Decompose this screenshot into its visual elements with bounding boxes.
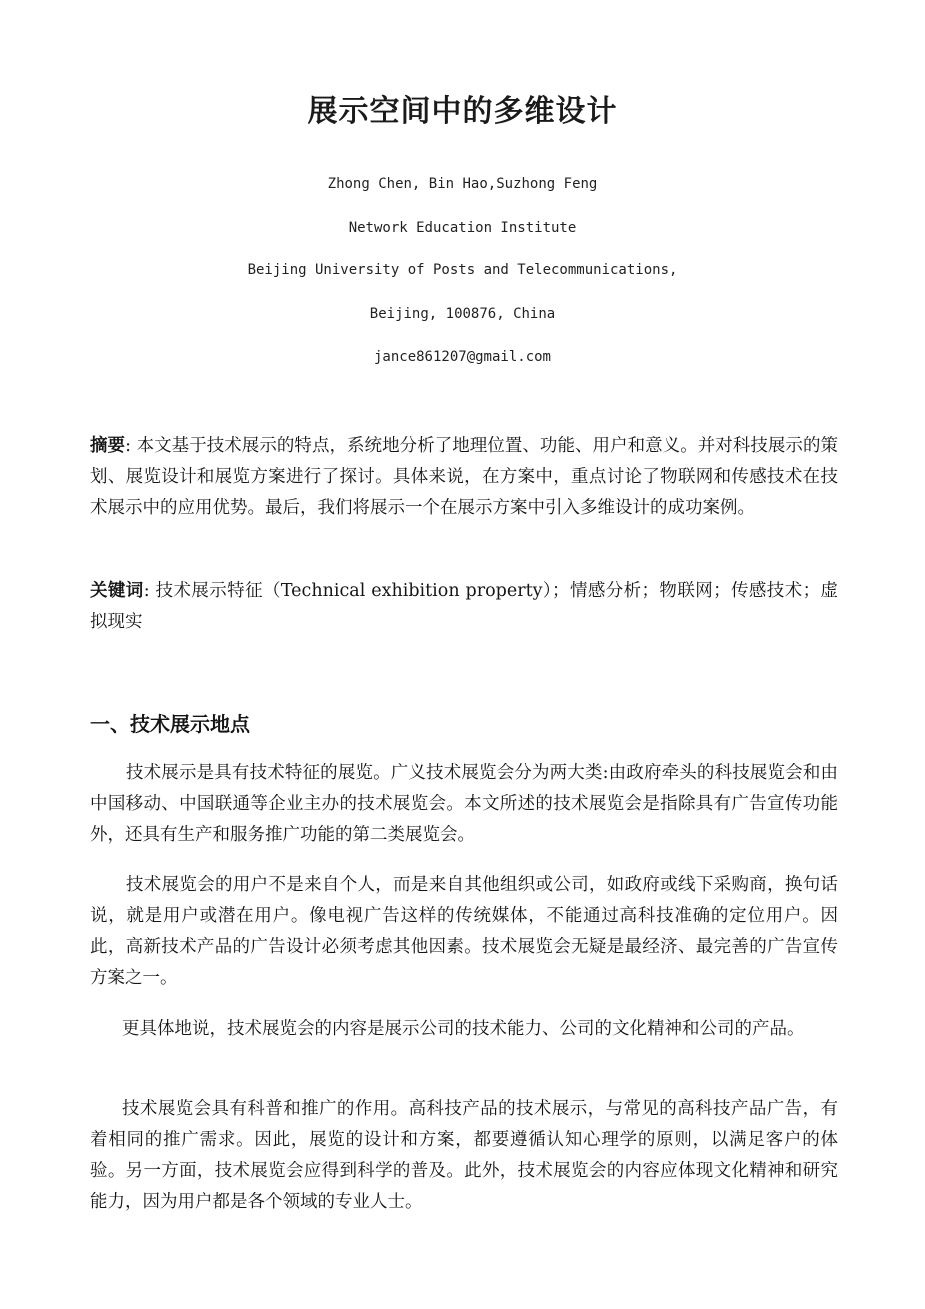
keywords-text: 技术展示特征（Technical exhibition property）；情感分析；物联网；传感技术；虚拟现实 xyxy=(90,581,839,632)
keywords-block xyxy=(90,576,838,638)
body-paragraph-2: 技术展览会的用户不是来自个人，而是来自其他组织或公司，如政府或线下采购商，换句话说，就是用户或潜在用户。像电视广告这样的传统媒体，不能通过高科技准确的定位用户。因此，高新技术产品的广告设计必须考虑其他因素。技术展览会无疑是最经济、最完善的广告宣传方案之一。 xyxy=(90,875,838,988)
paper-title: 展示空间中的多维设计 xyxy=(307,94,618,129)
section-heading: 一、技术展示地点 xyxy=(90,712,250,736)
author-email[interactable]: jance861207@gmail.com xyxy=(373,349,551,365)
abstract-block xyxy=(90,431,838,524)
body-paragraph-1: 技术展示是具有技术特征的展览。广义技术展览会分为两大类:由政府牵头的科技展览会和由中国移动、中国联通等企业主办的技术展览会。本文所述的技术展览会是指除具有广告宣传功能外，还具有生产和服务推广功能的第二类展览会。 xyxy=(90,763,838,845)
city-address: Beijing, 100876, China xyxy=(369,306,556,322)
body-paragraph-3: 更具体地说，技术展览会的内容是展示公司的技术能力、公司的文化精神和公司的产品。 xyxy=(122,1019,805,1039)
abstract-label: 摘要 xyxy=(90,436,126,456)
abstract-text: 本文基于技术展示的特点，系统地分析了地理位置、功能、用户和意义。并对科技展示的策划、展览设计和展览方案进行了探讨。具体来说，在方案中，重点讨论了物联网和传感技术在技术展示中的应用优势。最后，我们将展示一个在展示方案中引入多维设计的成功案例。 xyxy=(90,436,838,518)
author-list: Zhong Chen, Bin Hao,Suzhong Feng xyxy=(327,176,598,192)
institute-name: Network Education Institute xyxy=(348,220,577,236)
keywords-separator: : xyxy=(143,581,150,601)
body-paragraph-4: 技术展览会具有科普和推广的作用。高科技产品的技术展示，与常见的高科技产品广告，有着相同的推广需求。因此，展览的设计和方案，都要遵循认知心理学的原则，以满足客户的体验。另一方面，技术展览会应得到科学的普及。此外，技术展览会的内容应体现文化精神和研究能力，因为用户都是各个领域的专业人士。 xyxy=(90,1099,838,1212)
keywords-label: 关键词 xyxy=(90,581,144,601)
university-name: Beijing University of Posts and Telecommunications, xyxy=(247,262,678,278)
abstract-separator: : xyxy=(125,436,131,456)
